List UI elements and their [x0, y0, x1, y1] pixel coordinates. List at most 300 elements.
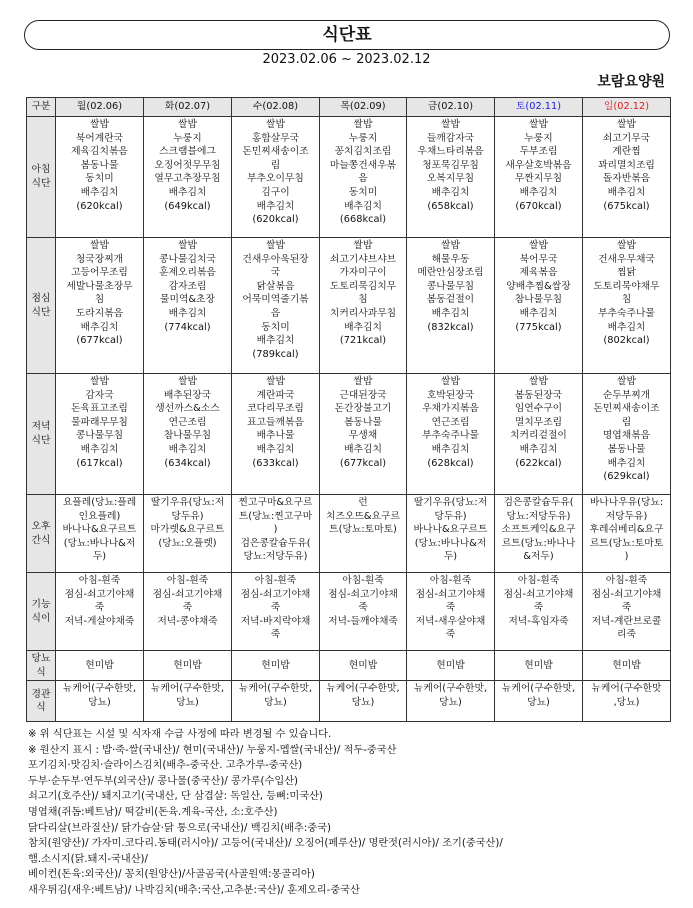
menu-item: 치커리겉절이 — [510, 430, 567, 442]
menu-item: 바나나&요구르트 — [62, 524, 137, 536]
menu-item: 배추김치 — [256, 200, 295, 212]
menu-item: 트(당뇨:토마토) — [329, 524, 397, 536]
menu-item: 쌀밥 — [266, 119, 285, 130]
menu-item: 점심-쇠고기야채 — [240, 588, 311, 600]
menu-item: 무생채 — [348, 430, 378, 442]
menu-item: 두) — [92, 551, 107, 563]
menu-item: 배추김치 — [431, 443, 470, 455]
day-header: 월(02.06) — [56, 98, 144, 117]
menu-item: 아침-흰죽 — [605, 575, 648, 586]
menu-item: 침 — [621, 294, 632, 306]
menu-cell — [144, 117, 232, 238]
menu-item: 건새우무채국 — [598, 253, 655, 265]
menu-item: 르트(당뇨:토마토 — [589, 537, 664, 549]
snack-row — [27, 495, 671, 573]
menu-cell — [320, 374, 407, 495]
menu-item: 죽 — [445, 602, 456, 614]
menu-item: 참나물무침 — [514, 294, 563, 306]
menu-item: 새우살호박볶음 — [505, 159, 572, 171]
menu-item: 치즈오뜨&요구르 — [326, 510, 400, 522]
menu-item: 봄동된장국 — [514, 389, 563, 401]
menu-cell — [56, 117, 144, 238]
menu-item: 저녁-콩야채죽 — [157, 615, 218, 627]
menu-item: 도토리묵야채무 — [593, 280, 660, 292]
menu-item: 쌀밥 — [178, 240, 197, 251]
menu-cell — [56, 573, 144, 651]
menu-item: 찐고구마&요구르 — [238, 497, 313, 508]
menu-item: 점심-쇠고기야채 — [591, 588, 662, 600]
menu-item: 침 — [94, 294, 105, 306]
note-line: 두부·순두부·연두부(외국산)/ 콩나물(중국산)/ 콩가루(수입산) — [28, 775, 299, 787]
menu-cell — [56, 495, 144, 573]
menu-item: 트(당뇨:찐고구마 — [238, 510, 313, 522]
menu-cell — [583, 651, 671, 681]
menu-item: 세발나물초장무 — [66, 280, 133, 292]
menu-item: (620kcal) — [76, 200, 123, 212]
menu-cell — [320, 495, 407, 573]
menu-item: 죽 — [94, 602, 105, 614]
menu-item: 죽 — [182, 602, 193, 614]
menu-item: 동치미 — [261, 321, 290, 333]
note-line: 참치(원양산)/ 가자미.코다리.동태(러시아)/ 고등어(국내산)/ 오징어(페루산)/ 명란젓(러시아)/ 조기(중국산)/ — [28, 838, 503, 850]
row-label — [27, 238, 56, 374]
menu-item: 딸기우유(당뇨:저 — [413, 497, 488, 508]
menu-item: 쌀밥 — [529, 240, 548, 251]
menu-item: (당뇨:바나나&저 — [414, 537, 487, 549]
menu-item: 봄동겉절이 — [426, 294, 475, 306]
menu-cell — [583, 681, 671, 722]
menu-item: ) — [624, 551, 629, 563]
menu-item: 배추김치 — [607, 186, 646, 198]
menu-item: (775kcal) — [515, 321, 562, 333]
menu-item: 저녁-게살야채죽 — [64, 615, 135, 627]
menu-item: 쌀밥 — [617, 376, 636, 387]
menu-item: 쌀밥 — [353, 376, 373, 387]
menu-item: 아침-흰죽 — [254, 575, 297, 586]
menu-cell — [495, 374, 583, 495]
menu-item: 배추김치 — [256, 443, 295, 455]
menu-item: 무짠지무침 — [514, 173, 563, 185]
menu-item: 현미밥 — [436, 659, 465, 671]
menu-item: (677kcal) — [76, 335, 123, 347]
organization-name: 보람요양원 — [597, 74, 665, 90]
menu-item: 쇠고기무국 — [602, 132, 651, 144]
menu-item: 배추김치 — [168, 307, 207, 319]
menu-cell — [495, 238, 583, 374]
menu-item: 배추김치 — [344, 200, 382, 212]
menu-item: 소프트케익&요구 — [501, 524, 576, 536]
menu-cell — [232, 374, 320, 495]
menu-cell — [407, 495, 495, 573]
row-label-line: 식이 — [31, 612, 51, 624]
menu-item: 죽 — [358, 602, 368, 614]
menu-item: 죽 — [270, 629, 281, 641]
menu-item: 현미밥 — [612, 659, 641, 671]
menu-item: 순두부찌개 — [602, 389, 651, 401]
menu-item: (649kcal) — [164, 200, 211, 212]
note-line: 쇠고기(호주산)/ 돼지고기(국내산, 단 삼겹살: 독일산, 등뼈:미국산) — [28, 791, 323, 803]
menu-item: 점심-쇠고기야채 — [503, 588, 574, 600]
menu-item: 봄동나물 — [80, 159, 119, 171]
menu-item: (721kcal) — [339, 335, 387, 347]
menu-item: 북어무국 — [519, 253, 558, 265]
menu-item: (789kcal) — [252, 348, 299, 360]
menu-item: 어묵미역줄기볶 — [242, 294, 309, 306]
menu-item: 아침-흰죽 — [517, 575, 560, 586]
note-line: ※ 위 식단표는 시설 및 식자재 수급 사정에 따라 변경될 수 있습니다. — [28, 729, 332, 740]
menu-item: (658kcal) — [427, 200, 474, 212]
row-label — [27, 651, 56, 681]
menu-item: 인요플레) — [78, 510, 121, 522]
menu-item: 동치미 — [348, 186, 378, 198]
menu-item: 멸치무조림 — [514, 416, 563, 428]
menu-cell — [407, 681, 495, 722]
menu-cell — [320, 573, 407, 651]
row-label-line: 식단 — [31, 178, 51, 189]
menu-item: 쌀밥 — [178, 119, 197, 130]
menu-item: 배추김치 — [344, 321, 382, 333]
menu-item: 마늘쫑건새우볶 — [329, 159, 397, 171]
menu-item: 딸기우유(당뇨:저 — [150, 497, 225, 508]
menu-cell — [320, 117, 407, 238]
menu-item: 바나나&요구르트 — [413, 524, 488, 536]
menu-item: 누룽지 — [524, 132, 553, 144]
menu-cell — [583, 573, 671, 651]
menu-item: 점심-쇠고기야채 — [415, 588, 486, 600]
menu-item: 쌀밥 — [441, 119, 460, 130]
menu-item: 청국장찌개 — [75, 253, 124, 265]
menu-item: 쌀밥 — [90, 240, 109, 251]
menu-item: 훈제오리볶음 — [159, 267, 216, 279]
menu-item: 쌀밥 — [266, 376, 285, 387]
menu-item: 림 — [270, 159, 281, 171]
menu-item: 당뇨) — [527, 696, 550, 708]
menu-item: 배추김치 — [80, 186, 119, 198]
menu-item: 저녁-새우살야채 — [415, 615, 486, 627]
menu-item: 죽 — [533, 602, 544, 614]
menu-item: 죽 — [621, 602, 632, 614]
menu-item: 계란파국 — [256, 389, 295, 401]
menu-item: (629kcal) — [603, 471, 650, 483]
note-line: 명엽채(쥐돔:베트남)/ 떡갈비(돈육.계육-국산, 소:호주산) — [28, 806, 278, 818]
menu-item: 부추숙주나물 — [422, 430, 479, 442]
meal-table — [26, 97, 671, 722]
menu-item: 찜닭 — [617, 267, 636, 279]
menu-cell — [144, 651, 232, 681]
menu-cell — [56, 374, 144, 495]
menu-item: 두부조림 — [519, 146, 558, 158]
menu-item: 뉴케어(구수한맛, — [62, 683, 137, 695]
menu-item: ) — [273, 524, 278, 536]
menu-item: 제육김치볶음 — [71, 146, 128, 158]
menu-item: 연근조림 — [168, 416, 207, 428]
menu-item: 당뇨) — [264, 696, 287, 708]
menu-item: 점심-쇠고기야채 — [152, 588, 223, 600]
menu-item: (617kcal) — [76, 457, 123, 469]
menu-item: 배추김치 — [607, 457, 646, 469]
menu-cell — [495, 651, 583, 681]
menu-cell — [232, 495, 320, 573]
menu-cell — [232, 651, 320, 681]
menu-item: 배추김치 — [431, 307, 470, 319]
page-title: 식단표 — [24, 20, 670, 50]
menu-cell — [495, 117, 583, 238]
menu-item: 콩나물김치국 — [159, 253, 216, 265]
menu-cell — [495, 495, 583, 573]
menu-item: &저두) — [523, 551, 554, 563]
functional-diet-row — [27, 573, 671, 651]
menu-item: 런 — [358, 497, 368, 508]
row-label — [27, 495, 56, 573]
menu-item: 뉴케어(구수한맛, — [238, 683, 313, 695]
note-line: 새우튀김(새우:베트남)/ 나박김치(배추:국산,고추분:국산)/ 훈제오리-중국산 — [28, 884, 360, 896]
row-label-line: 당뇨 — [31, 653, 51, 664]
menu-item: 당두유) — [434, 510, 467, 522]
menu-item: 누룽지 — [348, 132, 378, 144]
menu-cell — [144, 573, 232, 651]
row-label-line: 간식 — [31, 534, 51, 546]
menu-item: 저녁-계란브로콜 — [591, 615, 662, 627]
menu-item: 쇠고기샤브샤브 — [329, 253, 397, 265]
menu-cell — [144, 238, 232, 374]
menu-item: 쌀밥 — [266, 240, 285, 251]
menu-item: 뉴케어(구수한맛 — [591, 683, 662, 695]
menu-item: 치커리사과무침 — [329, 307, 397, 319]
day-header: 일(02.12) — [583, 98, 671, 117]
menu-item: (622kcal) — [515, 457, 562, 469]
menu-item: (802kcal) — [603, 335, 650, 347]
menu-item: 저당두유) — [605, 510, 648, 522]
menu-cell — [232, 573, 320, 651]
menu-cell — [320, 651, 407, 681]
menu-item: 가자미구이 — [339, 267, 387, 279]
row-label-line: 식 — [36, 702, 46, 714]
row-label-line: 식단 — [31, 435, 51, 446]
breakfast-row — [27, 117, 671, 238]
menu-item: 죽 — [445, 629, 456, 641]
row-label-line: 저녁 — [31, 421, 51, 433]
menu-item: 배추나물 — [256, 430, 295, 442]
menu-item: 제육볶음 — [519, 267, 558, 279]
menu-item: 돈민찌새송이조 — [242, 146, 309, 158]
menu-item: 국 — [270, 267, 281, 279]
menu-item: 배추김치 — [80, 321, 119, 333]
day-header: 금(02.10) — [407, 98, 495, 117]
menu-item: 두) — [443, 551, 458, 563]
row-label-line: 점심 — [31, 292, 51, 304]
menu-item: 당두유) — [171, 510, 204, 522]
menu-item: 쌀밥 — [353, 119, 373, 130]
menu-item: 도라지볶음 — [75, 307, 124, 319]
menu-item: (당뇨:바나나&저 — [63, 537, 136, 549]
menu-cell — [407, 651, 495, 681]
row-label-line: 기능 — [31, 598, 51, 610]
menu-item: 청포묵김무침 — [422, 159, 479, 171]
menu-cell — [407, 573, 495, 651]
menu-cell — [583, 495, 671, 573]
menu-item: 현미밥 — [524, 659, 553, 671]
menu-item: 들깨감자국 — [426, 132, 475, 144]
menu-item: (677kcal) — [339, 457, 387, 469]
menu-cell — [583, 117, 671, 238]
menu-item: 점심-쇠고기야채 — [328, 588, 398, 600]
menu-item: 배추김치 — [519, 307, 558, 319]
menu-item: 배추김치 — [80, 443, 119, 455]
menu-item: 쌀밥 — [353, 240, 373, 251]
header-label: 구분 — [27, 98, 56, 117]
day-header: 토(02.11) — [495, 98, 583, 117]
menu-item: 오복지무침 — [426, 173, 475, 185]
note-line: 포기김치·맛김치·슬라이스김치(배추-중국산. 고추가루-중국산) — [28, 760, 303, 772]
menu-item: 현미밥 — [348, 659, 378, 671]
row-label-line: 식 — [36, 666, 46, 678]
lunch-row — [27, 238, 671, 374]
menu-cell — [495, 681, 583, 722]
menu-item: (620kcal) — [252, 214, 299, 226]
menu-item: 당뇨) — [351, 696, 375, 708]
menu-item: 쌀밥 — [441, 376, 460, 387]
menu-item: 도토리묵김치무 — [329, 280, 397, 292]
menu-item: 부추오이무침 — [247, 173, 304, 185]
menu-item: 홍합살무국 — [251, 132, 300, 144]
menu-item: 생선까스&소스 — [155, 403, 220, 415]
menu-item: 마가렛&요구르트 — [150, 524, 225, 536]
menu-cell — [583, 238, 671, 374]
menu-item: 부추숙주나물 — [598, 307, 655, 319]
menu-cell — [320, 681, 407, 722]
day-header: 수(02.08) — [232, 98, 320, 117]
menu-item: 해물우동 — [431, 253, 470, 265]
menu-item: 북어계란국 — [75, 132, 124, 144]
menu-item: (774kcal) — [164, 321, 211, 333]
menu-item: 스크램블에그 — [159, 146, 216, 158]
menu-item: 꽈리멸치조림 — [598, 159, 655, 171]
menu-cell — [407, 374, 495, 495]
menu-cell — [583, 374, 671, 495]
menu-item: 뉴케어(구수한맛, — [326, 683, 400, 695]
menu-item: 침 — [358, 294, 368, 306]
menu-item: 콩나물무침 — [75, 430, 124, 442]
menu-item: 당뇨) — [176, 696, 199, 708]
menu-item: 콩나물무침 — [426, 280, 475, 292]
menu-item: 돌자반볶음 — [602, 173, 651, 185]
menu-item: 임연수구이 — [514, 403, 563, 415]
menu-item: 배추김치 — [519, 186, 558, 198]
row-label — [27, 573, 56, 651]
menu-item: (670kcal) — [515, 200, 562, 212]
menu-item: 배추된장국 — [163, 389, 212, 401]
menu-item: 저녁-흑임자죽 — [508, 615, 569, 627]
menu-item: 쌀밥 — [441, 240, 460, 251]
menu-item: (628kcal) — [427, 457, 474, 469]
menu-item: 검은콩칼슘두유( — [503, 497, 574, 508]
menu-item: 참나물무침 — [163, 430, 212, 442]
menu-cell — [144, 495, 232, 573]
menu-item: 물미역&초장 — [160, 294, 215, 306]
menu-item: 후레쉬베리&요구 — [589, 524, 664, 536]
menu-item: 열무고추장무침 — [154, 173, 221, 185]
menu-item: 건새우아욱된장 — [242, 253, 309, 265]
menu-cell — [232, 238, 320, 374]
menu-item: 배추김치 — [344, 443, 382, 455]
menu-item: 돈육표고조림 — [71, 403, 128, 415]
menu-cell — [56, 681, 144, 722]
menu-item: 죽 — [270, 602, 281, 614]
menu-cell — [144, 374, 232, 495]
menu-cell — [407, 117, 495, 238]
menu-item: 계란찜 — [612, 146, 641, 158]
menu-item: 명엽채볶음 — [602, 430, 651, 442]
menu-item: 저녁-바지락야채 — [240, 615, 311, 627]
menu-item: 음 — [358, 173, 368, 185]
diabetic-diet-row — [27, 651, 671, 681]
menu-item: (832kcal) — [427, 321, 474, 333]
menu-item: 메란안심장조림 — [417, 267, 484, 279]
menu-cell — [56, 238, 144, 374]
menu-cell — [56, 651, 144, 681]
menu-item: 닭살볶음 — [256, 280, 295, 292]
menu-item: 배추김치 — [607, 321, 646, 333]
menu-item: 당뇨) — [439, 696, 462, 708]
menu-item: (당뇨:오플렛) — [158, 537, 217, 549]
menu-item: 배추김치 — [431, 186, 470, 198]
menu-item: 양배추찜&쌈장 — [506, 280, 571, 292]
menu-item: 현미밥 — [173, 659, 202, 671]
menu-item: 봄동나물 — [607, 443, 646, 455]
menu-item: 점심-쇠고기야채 — [64, 588, 135, 600]
menu-cell — [320, 238, 407, 374]
menu-item: 감자국 — [85, 389, 114, 401]
menu-item: 코다리무조림 — [247, 403, 304, 415]
date-range: 2023.02.06 ~ 2023.02.12 — [262, 52, 431, 67]
note-line: ※ 원산지 표시 : 밥·죽-쌀(국내산)/ 현미(국내산)/ 누룽지-멥쌀(국내산)/ 적두-중국산 — [28, 744, 397, 756]
menu-item: 아침-흰죽 — [78, 575, 121, 586]
row-label-line: 아침 — [31, 164, 51, 176]
menu-item: 쌀밥 — [529, 119, 548, 130]
menu-item: 바나나우유(당뇨: — [589, 497, 664, 508]
menu-item: 리죽 — [617, 629, 636, 641]
row-label — [27, 681, 56, 722]
menu-item: 검은콩칼슘두유( — [240, 537, 311, 549]
menu-item: 돈민찌새송이조 — [593, 403, 660, 415]
day-header: 목(02.09) — [320, 98, 407, 117]
menu-item: (675kcal) — [603, 200, 650, 212]
menu-item: 봄동나물 — [344, 416, 382, 428]
row-label-line: 오후 — [31, 520, 51, 532]
notes-section — [28, 727, 678, 899]
day-header: 화(02.07) — [144, 98, 232, 117]
tube-feeding-row — [27, 681, 671, 722]
menu-item: 호박된장국 — [426, 389, 475, 401]
menu-item: (633kcal) — [252, 457, 299, 469]
note-line: 닭다리살(브라질산)/ 닭가슴살·닭 통으로(국내산)/ 백김치(배추:중국) — [28, 822, 331, 834]
menu-item: 감자조림 — [168, 280, 207, 292]
table-body — [27, 117, 671, 722]
menu-item: 우채가지볶음 — [422, 403, 479, 415]
menu-item: 아침-흰죽 — [342, 575, 384, 586]
menu-item: 꽁치김치조림 — [334, 146, 392, 158]
menu-item: 뉴케어(구수한맛, — [501, 683, 576, 695]
menu-item: 우채느타리볶음 — [417, 146, 484, 158]
menu-item: 배추김치 — [519, 443, 558, 455]
menu-item: 당뇨:저당두유) — [506, 510, 571, 522]
menu-cell — [144, 681, 232, 722]
menu-item: 돈간장불고기 — [334, 403, 392, 415]
note-line: 베이컨(돈육:외국산)/ 꽁치(원양산)/사골곰국(사골원액:몽골리아) — [28, 869, 315, 881]
note-line: 햄.소시지(닭.돼지-국내산)/ — [28, 853, 148, 865]
menu-item: 현미밥 — [261, 659, 290, 671]
menu-item: 음 — [270, 307, 281, 319]
